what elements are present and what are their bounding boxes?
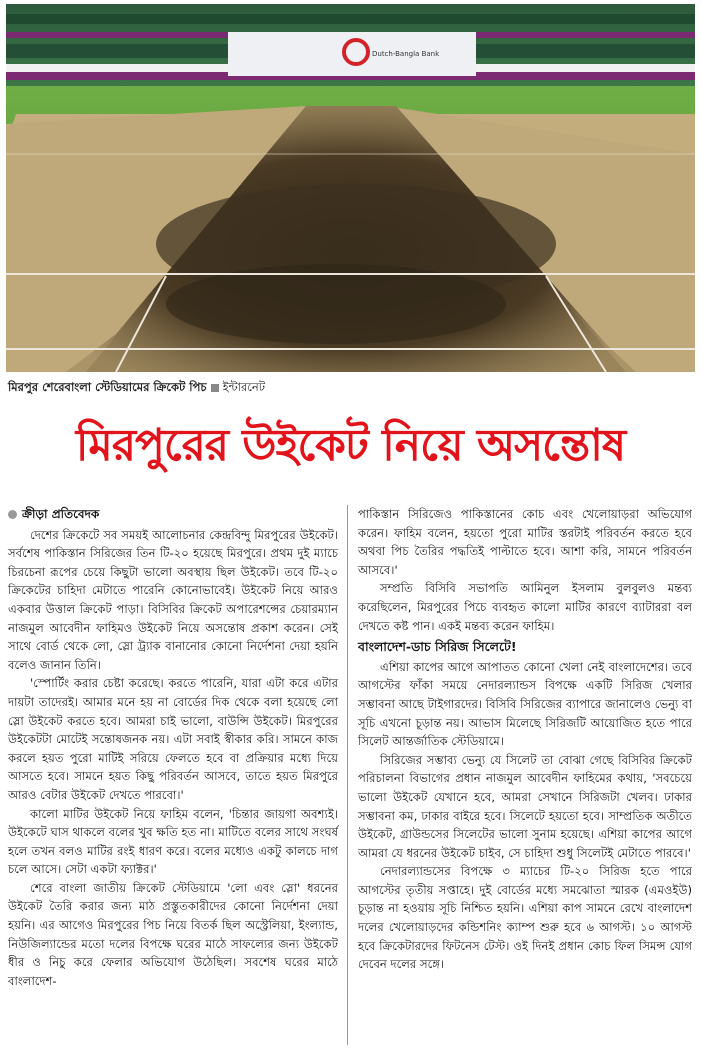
caption-credit: ইন্টারনেট [222, 380, 266, 394]
paragraph: শেরে বাংলা জাতীয় ক্রিকেট স্টেডিয়ামে 'লো এবং স্লো' ধরনের উইকেট তৈরি করার জন্য মাঠ প্রস্তুতকারীদের কোনো নির্দেশনা দেয়া হয়নি। এর আগেও মিরপুরের পিচ নিয়ে বিতর্ক ছিল অস্ট্রেলিয়া, ইংল্যান্ড, নিউজিল্যান্ডের মতো দলের বিপক্ষে ঘরের মাঠে সাফল্যের জন্য উইকেট ধীর ও নিচু করে ফেলার অভিযোগ উঠেছিল। সবশেষ ঘরের মাঠে বাংলাদেশ- [8, 880, 338, 988]
sponsor-text: Dutch-Bangla Bank [372, 50, 440, 58]
paragraph: কালো মাটির উইকেট নিয়ে ফাহিম বলেন, 'চিন্তার জায়গা অবশ্যই। উইকেটে ঘাস থাকলে বলের খুব ক্ষতি হত না। মাটিতে বলের সাথে সংঘর্ষ হলে তখন বলও মাটির রংই ধারণ করে। বলের মধ্যেও একটু কালচে দাগ চলে আসে। সেটা একটা ফ্যাক্টর।' [8, 806, 338, 877]
paragraph: এশিয়া কাপের আগে আপাতত কোনো খেলা নেই বাংলাদেশের। তবে আগস্টের ফাঁকা সময়ে নেদারল্যান্ডস বিপক্ষে একটি সিরিজ খেলার সম্ভাবনা আছে টাইগারদের। বিসিবি সিরিজের ব্যাপারে জানালেও ভেন্যু বা সূচি এখনো চূড়ান্ত নয়। আভাস মিলেছে সিরিজটি আয়োজিত হতে পারে সিলেট আন্তর্জাতিক স্টেডিয়ামে। [358, 659, 692, 749]
paragraph: দেশের ক্রিকেটে সব সময়ই আলোচনার কেন্দ্রবিন্দু মিরপুরের উইকেট। সর্বশেষ পাকিস্তান সিরিজের তিন টি-২০ হয়েছে মিরপুরে। প্রথম দুই ম্যাচে চিরচেনা রূপের চেয়ে কিছুটা ভালো অবস্থায় ছিল উইকেট। তবে টি-২০ ক্রিকেটের চাহিদা মেটাতে পারেনি কোনোভাবেই। উইকেট নিয়ে আরও একবার উত্তাল ক্রিকেট পাড়া। বিসিবির ক্রিকেট অপারেশন্সের চেয়ারম্যান নাজমুল আবেদীন ফাহিমও উইকেট নিয়ে অসন্তোষ প্রকাশ করেন। সেই সাথে বোর্ড থেকে লো, স্লো ট্র্যাক বানানোর কোনো নির্দেশনা দেয়া হয়নি বলেও জানান তিনি। [8, 527, 338, 672]
photo-caption [8, 377, 688, 397]
paragraph: নেদারল্যান্ডসের বিপক্ষে ৩ ম্যাচের টি-২০ সিরিজ হতে পারে আগস্টের তৃতীয় সপ্তাহে। দুই বোর্ডের মধ্যে সমঝোতা স্মারক (এমওইউ) চূড়ান্ত না হওয়ায় সূচি নিশ্চিত হয়নি। এশিয়া কাপ সামনে রেখে বাংলাদেশ দলের খেলোয়াড়দের কন্ডিশনিং ক্যাম্প শুরু হবে ৬ আগস্ট। ১০ আগস্ট হবে ক্রিকেটারদের ফিটনেস টেস্ট। ওই দিনই প্রধান কোচ ফিল সিমন্স যোগ দেবেন দলের সঙ্গে। [358, 864, 692, 972]
paragraph: পাকিস্তান সিরিজেও পাকিস্তানের কোচ এবং খেলোয়াড়রা অভিযোগ করেন। ফাহিম বলেন, হয়তো পুরো মাটির স্তরটাই পরিবর্তন করতে হবে অথবা পিচ তৈরির পদ্ধতিই পাল্টাতে হবে। আশা করি, সামনে পরিবর্তন আসবে।' [358, 507, 692, 577]
paragraph: সম্প্রতি বিসিবি সভাপতি আমিনুল ইসলাম বুলবুলও মন্তব্য করেছিলেন, মিরপুরের পিচে ব্যবহৃত কালো মাটির কারণে ব্যাটাররা বল দেখতে কষ্ট পান। একই মন্তব্য করেন ফাহিম। [358, 581, 692, 633]
paragraph: 'স্পোর্টিং করার চেষ্টা করেছে। করতে পারেনি, যারা এটা করে এটার দায়টা তাদেরই। আমার মনে হয় না বোর্ডের দিক থেকে বলা হয়েছে লো স্লো উইকেট করতে হবে। আমরা চাই ভালো, বাউন্সি উইকেট। মিরপুরের উইকেটটা মোটেই সন্তোষজনক নয়। এটা সবাই স্বীকার করি। সামনে কাজ করলে হয়ত পুরো মাটিই সরিয়ে ফেলতে হবে বা প্রক্রিয়ার মধ্যে দিয়ে আসতে হবে। সামনে হয়ত কিছু পরিবর্তন আসবে, তাতে হয়ত মিরপুরে আরও বেটার উইকেট দেখতে পারবো।' [8, 676, 338, 802]
byline-text: ক্রীড়া প্রতিবেদক [22, 507, 100, 521]
byline [8, 505, 338, 524]
paragraph: সিরিজের সম্ভাব্য ভেন্যু যে সিলেট তা বোঝা গেছে বিসিবির ক্রিকেট পরিচালনা বিভাগের প্রধান নাজমুল আবেদীন ফাহিমের কথায়, 'সবচেয়ে ভালো উইকেট যেখানে হবে, আমরা সেখানে সিরিজটা খেলব। ঢাকার সম্ভাবনা কম, ঢাকার বাইরে হবে। সিলেটে হয়তো হবে। সাম্প্রতিক অতীতে উইকেট, গ্রাউন্ডসের সিলেটের ভালো সুনাম হয়েছে। এশিয়া কাপের আগে আমরা যে ধরনের উইকেট চাইব, সে চাহিদা শুধু সিলেটই মেটাতে পারবে।' [358, 752, 692, 860]
article-column-right [358, 505, 692, 974]
cricket-pitch-photo [6, 4, 695, 372]
column-divider [347, 505, 348, 1045]
caption-text: মিরপুর শেরেবাংলা স্টেডিয়ামের ক্রিকেট পিচ [8, 380, 207, 394]
headline: মিরপুরের উইকেট নিয়ে অসন্তোষ [75, 420, 626, 471]
subheading: বাংলাদেশ-ডাচ সিরিজ সিলেটে! [358, 639, 517, 655]
caption-separator [211, 384, 219, 392]
byline-dot-icon [8, 510, 17, 519]
article-column-left [8, 505, 338, 990]
